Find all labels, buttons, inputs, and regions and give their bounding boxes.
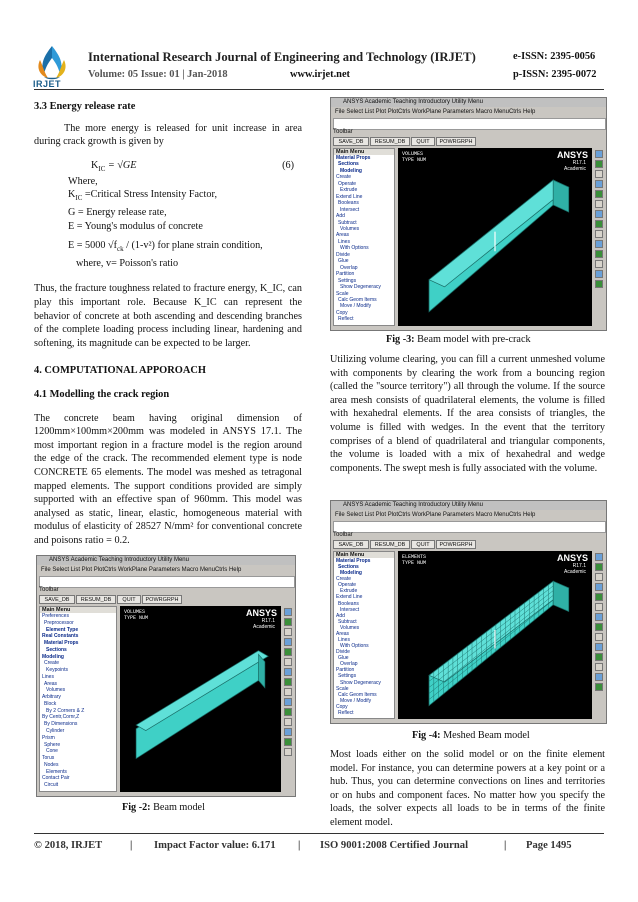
toolbar-button[interactable]: SAVE_DB: [333, 137, 369, 146]
toolbar-label: Toolbar: [333, 129, 353, 135]
view-tool-icon[interactable]: [284, 608, 292, 616]
view-tool-icon[interactable]: [595, 683, 603, 691]
view-tool-icon[interactable]: [595, 210, 603, 218]
main-menu-item[interactable]: Create: [44, 660, 60, 667]
view-tool-icon[interactable]: [595, 160, 603, 168]
ansys-titlebar: ANSYS Academic Teaching Introductory Utility Menu: [37, 556, 295, 565]
header-rule: [34, 89, 604, 90]
main-menu-item[interactable]: Calc Geom Items: [338, 691, 377, 698]
loads-paragraph: Most loads either on the solid model or on the finite element model. For instance, you can determine powers at a key point or a hub. Thus, you can determine convections on lines and territories or on hubs and component faces. No matter how you specify the loads, the solver expects all loads to be in terms of the finite element model.: [330, 749, 605, 828]
main-menu-item[interactable]: Elements: [46, 768, 67, 775]
beam-end-face: [553, 180, 569, 212]
view-tool-icon[interactable]: [595, 220, 603, 228]
view-tool-icon[interactable]: [595, 190, 603, 198]
main-menu-item[interactable]: Reflect: [338, 709, 354, 716]
ansys-menubar[interactable]: File Select List Plot PlotCtrls WorkPlane Parameters Macro MenuCtrls Help: [335, 512, 536, 518]
view-tool-icon[interactable]: [595, 593, 603, 601]
iso-cert: ISO 9001:2008 Certified Journal: [320, 840, 469, 851]
main-menu-item[interactable]: Create: [336, 576, 352, 583]
view-tool-icon[interactable]: [284, 668, 292, 676]
main-menu-item[interactable]: Volumes: [340, 225, 360, 232]
main-menu-item[interactable]: Lines: [42, 673, 54, 680]
eissn: e-ISSN: 2395-0056: [513, 51, 596, 62]
main-menu-item[interactable]: Subtract: [338, 219, 357, 226]
ansys-titlebar: ANSYS Academic Teaching Introductory Utility Menu: [331, 98, 606, 107]
fig4-caption: Fig -4: Meshed Beam model: [412, 730, 530, 741]
main-menu-item[interactable]: Keypoints: [46, 667, 68, 674]
main-menu-item[interactable]: Cylinder: [46, 728, 65, 735]
view-tool-icon[interactable]: [595, 613, 603, 621]
main-menu-item[interactable]: Areas: [44, 680, 58, 687]
ansys-brand: ANSYS: [245, 608, 277, 618]
page-number: Page 1495: [526, 840, 572, 851]
graphics-viewport[interactable]: VOLUMES TYPE NUM ANSYS R17.1 Academic: [398, 148, 592, 326]
beam-end-face: [553, 581, 569, 611]
view-tool-icon[interactable]: [595, 623, 603, 631]
view-tool-icon[interactable]: [595, 643, 603, 651]
toolbar-label: Toolbar: [39, 587, 59, 593]
main-menu-panel[interactable]: Main Menu Material Props Sections Modeling Create Operate Extrude Extend Line Booleans Intersect Add Subtract Volumes Areas Lines With Options Divide Glue Overlap Partition Settings Show Degeneracy Scale Calc Geom Items Move / Modify Copy Reflect: [333, 551, 395, 719]
beam-top-face: [429, 581, 569, 682]
main-menu-item[interactable]: Extrude: [340, 187, 358, 194]
equation-number: (6): [282, 159, 294, 171]
ansys-menubar[interactable]: File Select List Plot PlotCtrls WorkPlane Parameters Macro MenuCtrls Help: [41, 567, 242, 573]
view-tool-icon[interactable]: [595, 653, 603, 661]
main-menu-panel[interactable]: Main Menu Material Props Sections Modeling Create Operate Extrude Extend Line Booleans Intersect Add Subtract Volumes Areas Lines With Options Divide Glue Overlap Partition Settings Show Degeneracy Scale Calc Geom Items Move / Modify Copy Reflect: [333, 148, 395, 326]
main-menu-item[interactable]: Extrude: [340, 588, 358, 595]
main-menu-item[interactable]: Move / Modify: [340, 697, 372, 704]
main-menu-panel[interactable]: Main Menu Preferences Preprocessor Element Type Real Constants Material Props Sections Modeling Create Keypoints Lines Areas Volumes Arbitrary Block By 2 Corners & Z By Centr,Cornr,Z By Dimensions Cylinder Prism Sphere Cone Torus Nodes Elements Contact Pair Circuit: [39, 606, 117, 792]
impact-factor: Impact Factor value: 6.171: [154, 840, 276, 851]
main-menu-item[interactable]: Modeling: [340, 570, 362, 577]
main-menu-item[interactable]: Areas: [336, 232, 350, 239]
view-tool-icon[interactable]: [284, 698, 292, 706]
main-menu-item[interactable]: Settings: [338, 673, 357, 680]
graphics-viewport[interactable]: VOLUMES TYPE NUM ANSYS R17.1 Academic: [120, 606, 281, 792]
fig3-caption: Fig -3: Beam model with pre-crack: [386, 334, 531, 345]
main-menu-item[interactable]: Volumes: [340, 624, 360, 631]
main-menu-item[interactable]: Areas: [336, 630, 350, 637]
beam-top-face: [429, 180, 569, 287]
toolbar-button[interactable]: QUIT: [411, 137, 435, 146]
view-tool-icon[interactable]: [595, 180, 603, 188]
main-menu-item[interactable]: Material Props: [44, 640, 79, 647]
view-tool-icon[interactable]: [595, 563, 603, 571]
main-menu-item[interactable]: Cone: [46, 748, 58, 755]
toolbar-button[interactable]: RESUM_DB: [76, 595, 116, 604]
view-tool-icon[interactable]: [284, 618, 292, 626]
fig2-ansys-window: [36, 555, 296, 797]
view-tool-icon[interactable]: [595, 170, 603, 178]
main-menu-item[interactable]: Prism: [42, 734, 55, 741]
main-menu-item[interactable]: By 2 Corners & Z: [46, 707, 85, 714]
ansys-brand: ANSYS: [556, 553, 588, 563]
ansys-brand: ANSYS: [556, 150, 588, 160]
pissn: p-ISSN: 2395-0072: [513, 69, 597, 80]
main-menu-item[interactable]: Add: [336, 213, 345, 220]
main-menu-item[interactable]: Contact Pair: [42, 775, 70, 782]
view-tool-icon[interactable]: [284, 748, 292, 756]
view-tool-icon[interactable]: [595, 240, 603, 248]
main-menu-item[interactable]: Block: [44, 700, 57, 707]
modelling-paragraph: The concrete beam having original dimension of 1200mm×100mm×200mm was modeled in ANSYS 17.1. The most important region in a fracture model is the region around the edge of the crack. The recommended element type is node CONCRETE 65 elements. The model was meshed as tetragonal mapped elements. The support conditions provided are simply supported with an effective span of 960mm. This model was analysed as static, linear, elastic, homogeneous material with modulus of elasticity of 28527 N/mm² for conventional concrete and poisons ratio = 0.2.: [34, 412, 302, 546]
section-4-title: 4. COMPUTATIONAL APPOROACH: [34, 365, 206, 377]
main-menu-item[interactable]: Modeling: [42, 653, 64, 660]
main-menu-item[interactable]: Extend Line: [336, 594, 363, 601]
main-menu-item[interactable]: Create: [336, 174, 352, 181]
main-menu-item[interactable]: Modeling: [340, 167, 362, 174]
main-menu-item[interactable]: Glue: [338, 655, 349, 662]
view-tool-icon[interactable]: [284, 678, 292, 686]
view-tool-icon[interactable]: [284, 628, 292, 636]
main-menu-item[interactable]: Overlap: [340, 264, 358, 271]
ansys-menubar[interactable]: File Select List Plot PlotCtrls WorkPlane Parameters Macro MenuCtrls Help: [335, 109, 536, 115]
view-tool-icon[interactable]: [595, 230, 603, 238]
main-menu-item[interactable]: Element Type: [46, 626, 79, 633]
toolbar-label: Toolbar: [333, 532, 353, 538]
view-tool-icon[interactable]: [595, 673, 603, 681]
toolbar-button[interactable]: RESUM_DB: [370, 540, 410, 549]
main-menu-item[interactable]: Add: [336, 612, 345, 619]
toolbar-button[interactable]: POWRGRPH: [436, 137, 476, 146]
main-menu-item[interactable]: Settings: [338, 277, 357, 284]
main-menu-item[interactable]: Real Constants: [42, 633, 79, 640]
volume-issue: Volume: 05 Issue: 01 | Jan-2018: [88, 69, 228, 80]
main-menu-item[interactable]: Sphere: [44, 741, 61, 748]
main-menu-item[interactable]: Material Props: [336, 155, 371, 161]
view-tool-icon[interactable]: [595, 633, 603, 641]
fig2-caption: Fig -2: Beam model: [122, 802, 205, 813]
main-menu-item[interactable]: Show Degeneracy: [340, 679, 381, 686]
energy-release-paragraph: The more energy is released for unit increase in area during crack growth is given by: [34, 122, 302, 148]
main-menu-item[interactable]: Volumes: [46, 687, 66, 694]
graphics-viewport[interactable]: ELEMENTS TYPE NUM ANSYS R17.1 Academic: [398, 551, 592, 719]
main-menu-item[interactable]: Partition: [336, 667, 355, 674]
main-menu-item[interactable]: Calc Geom Items: [338, 296, 377, 303]
toolbar-button[interactable]: QUIT: [117, 595, 141, 604]
view-tool-icon[interactable]: [284, 638, 292, 646]
main-menu-item[interactable]: Copy: [336, 703, 348, 710]
view-tool-icon[interactable]: [284, 658, 292, 666]
main-menu-item[interactable]: Lines: [338, 238, 350, 245]
view-tool-icon[interactable]: [595, 553, 603, 561]
toolbar-button[interactable]: SAVE_DB: [39, 595, 75, 604]
main-menu-item[interactable]: Scale: [336, 290, 349, 297]
view-tool-icon[interactable]: [284, 708, 292, 716]
main-menu-item[interactable]: Sections: [338, 564, 359, 571]
section-3-3-title: 3.3 Energy release rate: [34, 101, 136, 112]
view-tool-icon[interactable]: [595, 260, 603, 268]
journal-title: International Research Journal of Engineering and Technology (IRJET): [88, 50, 476, 64]
toolbar-button[interactable]: RESUM_DB: [370, 137, 410, 146]
main-menu-item[interactable]: Torus: [42, 755, 55, 762]
main-menu-item[interactable]: Show Degeneracy: [340, 284, 381, 291]
main-menu-item[interactable]: Partition: [336, 271, 355, 278]
main-menu-item[interactable]: Material Props: [336, 558, 371, 564]
fracture-toughness-paragraph: Thus, the fracture toughness related to fracture energy, K_IC, can play this important role. Because K_IC can represent the behavior of concrete at both ascending and descending branches of the complete loading process including linear, hardening and softening, its magnitude can be expected to be larger.: [34, 283, 302, 349]
main-menu-item[interactable]: Sections: [46, 646, 67, 653]
view-tool-icon[interactable]: [284, 648, 292, 656]
fig3-ansys-window: [330, 97, 607, 331]
view-tool-icon[interactable]: [595, 270, 603, 278]
main-menu-item[interactable]: Intersect: [340, 206, 360, 213]
main-menu-item[interactable]: Scale: [336, 685, 349, 692]
main-menu-item[interactable]: By Centr,Cornr,Z: [42, 714, 80, 721]
view-tool-icon[interactable]: [284, 738, 292, 746]
page-header: [0, 0, 638, 95]
view-tool-icon[interactable]: [595, 603, 603, 611]
toolbar-button[interactable]: POWRGRPH: [142, 595, 182, 604]
view-tool-icon[interactable]: [284, 718, 292, 726]
volume-sweep-paragraph: Utilizing volume clearing, you can fill a current unmeshed volume with components by clearing the work from a bouncing region (called the "source territory") all through the volume. If the source area mesh consists of quadrilateral elements, the volume is filled with hexahedral elements. If the area consists of triangles, the volume is filled with wedges. In the event that the territory comprises of a blend of quadrilateral and triangular components, the volume is loaded with a mix of hexahedral and wedge components. The swept mesh is fully associated with the volume.: [330, 354, 605, 474]
main-menu-item[interactable]: Nodes: [44, 761, 59, 768]
view-icon-strip[interactable]: [594, 148, 604, 326]
view-tool-icon[interactable]: [595, 583, 603, 591]
toolbar-button[interactable]: POWRGRPH: [436, 540, 476, 549]
toolbar-button[interactable]: SAVE_DB: [333, 540, 369, 549]
main-menu-item[interactable]: Copy: [336, 309, 348, 316]
equation-6: $K_{IC} = √GE$ (6): [91, 159, 294, 173]
main-menu-item[interactable]: Intersect: [340, 606, 360, 613]
section-4-1-title: 4.1 Modelling the crack region: [34, 388, 170, 400]
view-tool-icon[interactable]: [284, 688, 292, 696]
main-menu-item[interactable]: Preferences: [42, 613, 69, 619]
main-menu-item[interactable]: Preprocessor: [44, 619, 74, 626]
copyright: © 2018, IRJET: [34, 840, 103, 851]
main-menu-item[interactable]: Operate: [338, 180, 357, 187]
website-link[interactable]: www.irjet.net: [290, 69, 351, 80]
view-icon-strip[interactable]: [594, 551, 604, 719]
main-menu-item[interactable]: Operate: [338, 582, 357, 589]
main-menu-item[interactable]: Reflect: [338, 316, 354, 323]
main-menu-item[interactable]: Booleans: [338, 200, 359, 207]
footer-rule: [34, 833, 604, 834]
main-menu-item[interactable]: Circuit: [44, 782, 59, 789]
main-menu-item[interactable]: Booleans: [338, 600, 359, 607]
toolbar-button[interactable]: QUIT: [411, 540, 435, 549]
left-column: [34, 100, 302, 548]
main-menu-item[interactable]: Divide: [336, 251, 350, 258]
main-menu-item[interactable]: Divide: [336, 649, 350, 656]
view-icon-strip[interactable]: [283, 606, 293, 792]
main-menu-item[interactable]: Subtract: [338, 618, 357, 625]
main-menu-item[interactable]: Overlap: [340, 661, 358, 668]
beam-end-face: [258, 654, 264, 687]
view-tool-icon[interactable]: [595, 150, 603, 158]
ansys-titlebar: ANSYS Academic Teaching Introductory Utility Menu: [331, 501, 606, 510]
beam-top-face: [136, 651, 268, 731]
main-menu-item[interactable]: By Dimensions: [44, 721, 78, 728]
view-tool-icon[interactable]: [595, 573, 603, 581]
main-menu-item[interactable]: Lines: [338, 637, 350, 644]
view-tool-icon[interactable]: [595, 250, 603, 258]
view-tool-icon[interactable]: [595, 200, 603, 208]
main-menu-item[interactable]: Move / Modify: [340, 303, 372, 310]
main-menu-item[interactable]: Glue: [338, 258, 349, 265]
main-menu-item[interactable]: Extend Line: [336, 193, 363, 200]
view-tool-icon[interactable]: [595, 280, 603, 288]
logo-text: IRJET: [33, 79, 62, 89]
main-menu-item[interactable]: With Options: [340, 245, 369, 252]
view-tool-icon[interactable]: [595, 663, 603, 671]
fig4-ansys-window: [330, 500, 607, 724]
where-block: Where, $K_{IC}$ =Critical Stress Intensity Factor, G = Energy release rate, E = Young's modulus of concrete E = 5000 $√f_{ck} / (1-v^2)$ for plane strain condition, where, v= Poisson's ratio: [68, 175, 263, 269]
main-menu-item[interactable]: Arbitrary: [42, 694, 61, 701]
main-menu-item[interactable]: With Options: [340, 643, 369, 650]
view-tool-icon[interactable]: [284, 728, 292, 736]
main-menu-item[interactable]: Sections: [338, 161, 359, 168]
